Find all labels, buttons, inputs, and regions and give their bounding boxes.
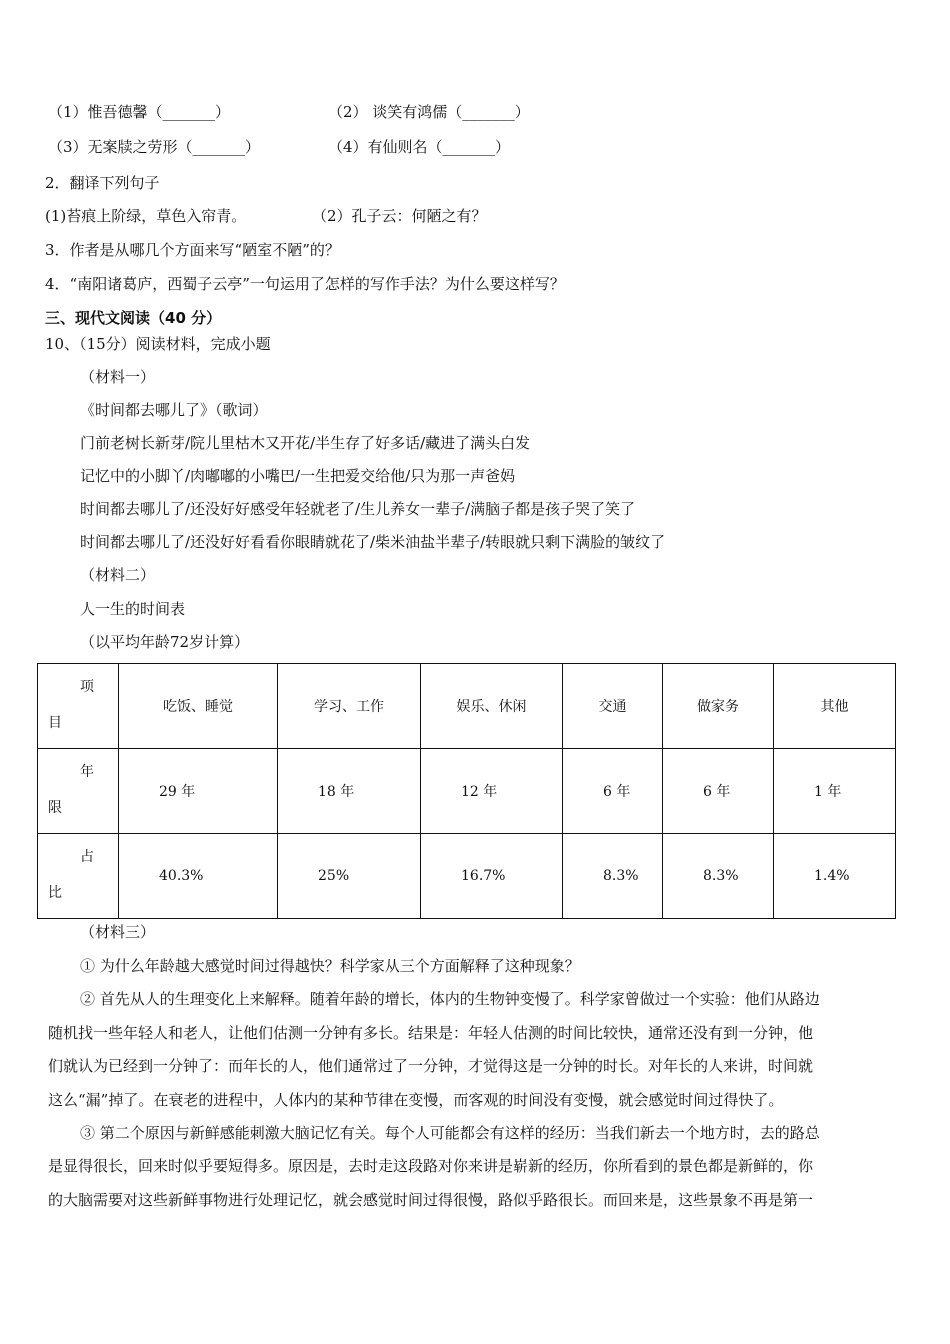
col-header: 娱乐、休闲 — [421, 664, 563, 749]
q3: 3．作者是从哪几个方面来写“陋室不陋”的？ — [45, 241, 340, 259]
cell: 1.4% — [774, 834, 896, 919]
lyric-line: 时间都去哪儿了/还没好好感受年轻就老了/生儿养女一辈子/满脑子都是孩子哭了笑了 — [80, 500, 636, 518]
q2-item2: （2）孔子云：何陋之有？ — [312, 207, 487, 225]
paragraph-line: ② 首先从人的生理变化上来解释。随着年龄的增长，体内的生物钟变慢了。科学家曾做过一个实验：他们从路边 — [80, 990, 820, 1008]
table-row — [38, 664, 896, 749]
question-10: 10、（15分）阅读材料，完成小题 — [45, 335, 271, 353]
table-note: （以平均年龄72岁计算） — [80, 633, 250, 651]
lyric-line: 记忆中的小脚丫/肉嘟嘟的小嘴巴/一生把爱交给他/只为那一声爸妈 — [80, 467, 516, 485]
col-header: 其他 — [774, 664, 896, 749]
lyric-line: 时间都去哪儿了/还没好好看看你眼睛就花了/柴米油盐半辈子/转眼就只剩下满脸的皱纹了 — [80, 533, 666, 551]
paragraph-line: 这么“漏”掉了。在衰老的进程中，人体内的某种节律在变慢，而客观的时间没有变慢，就会感觉时间过得快了。 — [48, 1091, 784, 1109]
q1-item4: （4）有仙则名（_______） — [328, 138, 511, 156]
table-title: 人一生的时间表 — [80, 600, 186, 618]
cell: 1 年 — [774, 749, 896, 834]
paragraph-line: 们就认为已经到一分钟了：而年长的人，他们通常过了一分钟，才觉得这是一分钟的时长。对年长的人来讲，时间就 — [48, 1057, 814, 1075]
table-row — [38, 834, 896, 919]
material3-label: （材料三） — [80, 923, 156, 941]
col-header: 吃饭、睡觉 — [119, 664, 278, 749]
cell: 16.7% — [421, 834, 563, 919]
row-header: 占 比 — [38, 834, 119, 919]
cell: 29 年 — [119, 749, 278, 834]
col-header: 学习、工作 — [278, 664, 421, 749]
q4: 4．“南阳诸葛庐，西蜀子云亭”一句运用了怎样的写作手法？为什么要这样写？ — [45, 275, 565, 293]
cell: 8.3% — [663, 834, 774, 919]
row-header: 项 目 — [38, 664, 119, 749]
lyric-line: 门前老树长新芽/院儿里枯木又开花/半生存了好多话/藏进了满头白发 — [80, 434, 531, 452]
paragraph-line: ③ 第二个原因与新鲜感能刺激大脑记忆有关。每个人可能都会有这样的经历：当我们新去一个地方时，去的路总 — [80, 1124, 820, 1142]
q1-item1: （1）惟吾德馨（_______） — [48, 103, 231, 121]
cell: 25% — [278, 834, 421, 919]
cell: 6 年 — [563, 749, 663, 834]
material1-label: （材料一） — [80, 368, 156, 386]
song-title: 《时间都去哪儿了》（歌词） — [80, 401, 268, 419]
row-header: 年 限 — [38, 749, 119, 834]
paragraph-line: 随机找一些年轻人和老人，让他们估测一分钟有多长。结果是：年轻人估测的时间比较快，通常还没有到一分钟，他 — [48, 1024, 814, 1042]
cell: 12 年 — [421, 749, 563, 834]
q1-item2: （2） 谈笑有鸿儒（_______） — [328, 103, 530, 121]
q2: 2．翻译下列句子 — [45, 174, 160, 192]
cell: 6 年 — [663, 749, 774, 834]
table-row — [38, 749, 896, 834]
time-table — [37, 663, 896, 919]
material2-label: （材料二） — [80, 566, 156, 584]
paragraph-line: 的大脑需要对这些新鲜事物进行处理记忆，就会感觉时间过得很慢，路似乎路很长。而回来是，这些景象不再是第一 — [48, 1191, 814, 1209]
cell: 40.3% — [119, 834, 278, 919]
col-header: 交通 — [563, 664, 663, 749]
cell: 8.3% — [563, 834, 663, 919]
col-header: 做家务 — [663, 664, 774, 749]
section-title: 三、现代文阅读（40 分） — [45, 309, 222, 327]
paragraph-line: ① 为什么年龄越大感觉时间过得越快？科学家从三个方面解释了这种现象？ — [80, 957, 580, 975]
cell: 18 年 — [278, 749, 421, 834]
q2-item1: (1)苔痕上阶绿，草色入帘青。 — [45, 207, 247, 225]
q1-item3: （3）无案牍之劳形（_______） — [48, 138, 261, 156]
paragraph-line: 是显得很长，回来时似乎要短得多。原因是，去时走这段路对你来讲是崭新的经历，你所看到的景色都是新鲜的，你 — [48, 1157, 814, 1175]
